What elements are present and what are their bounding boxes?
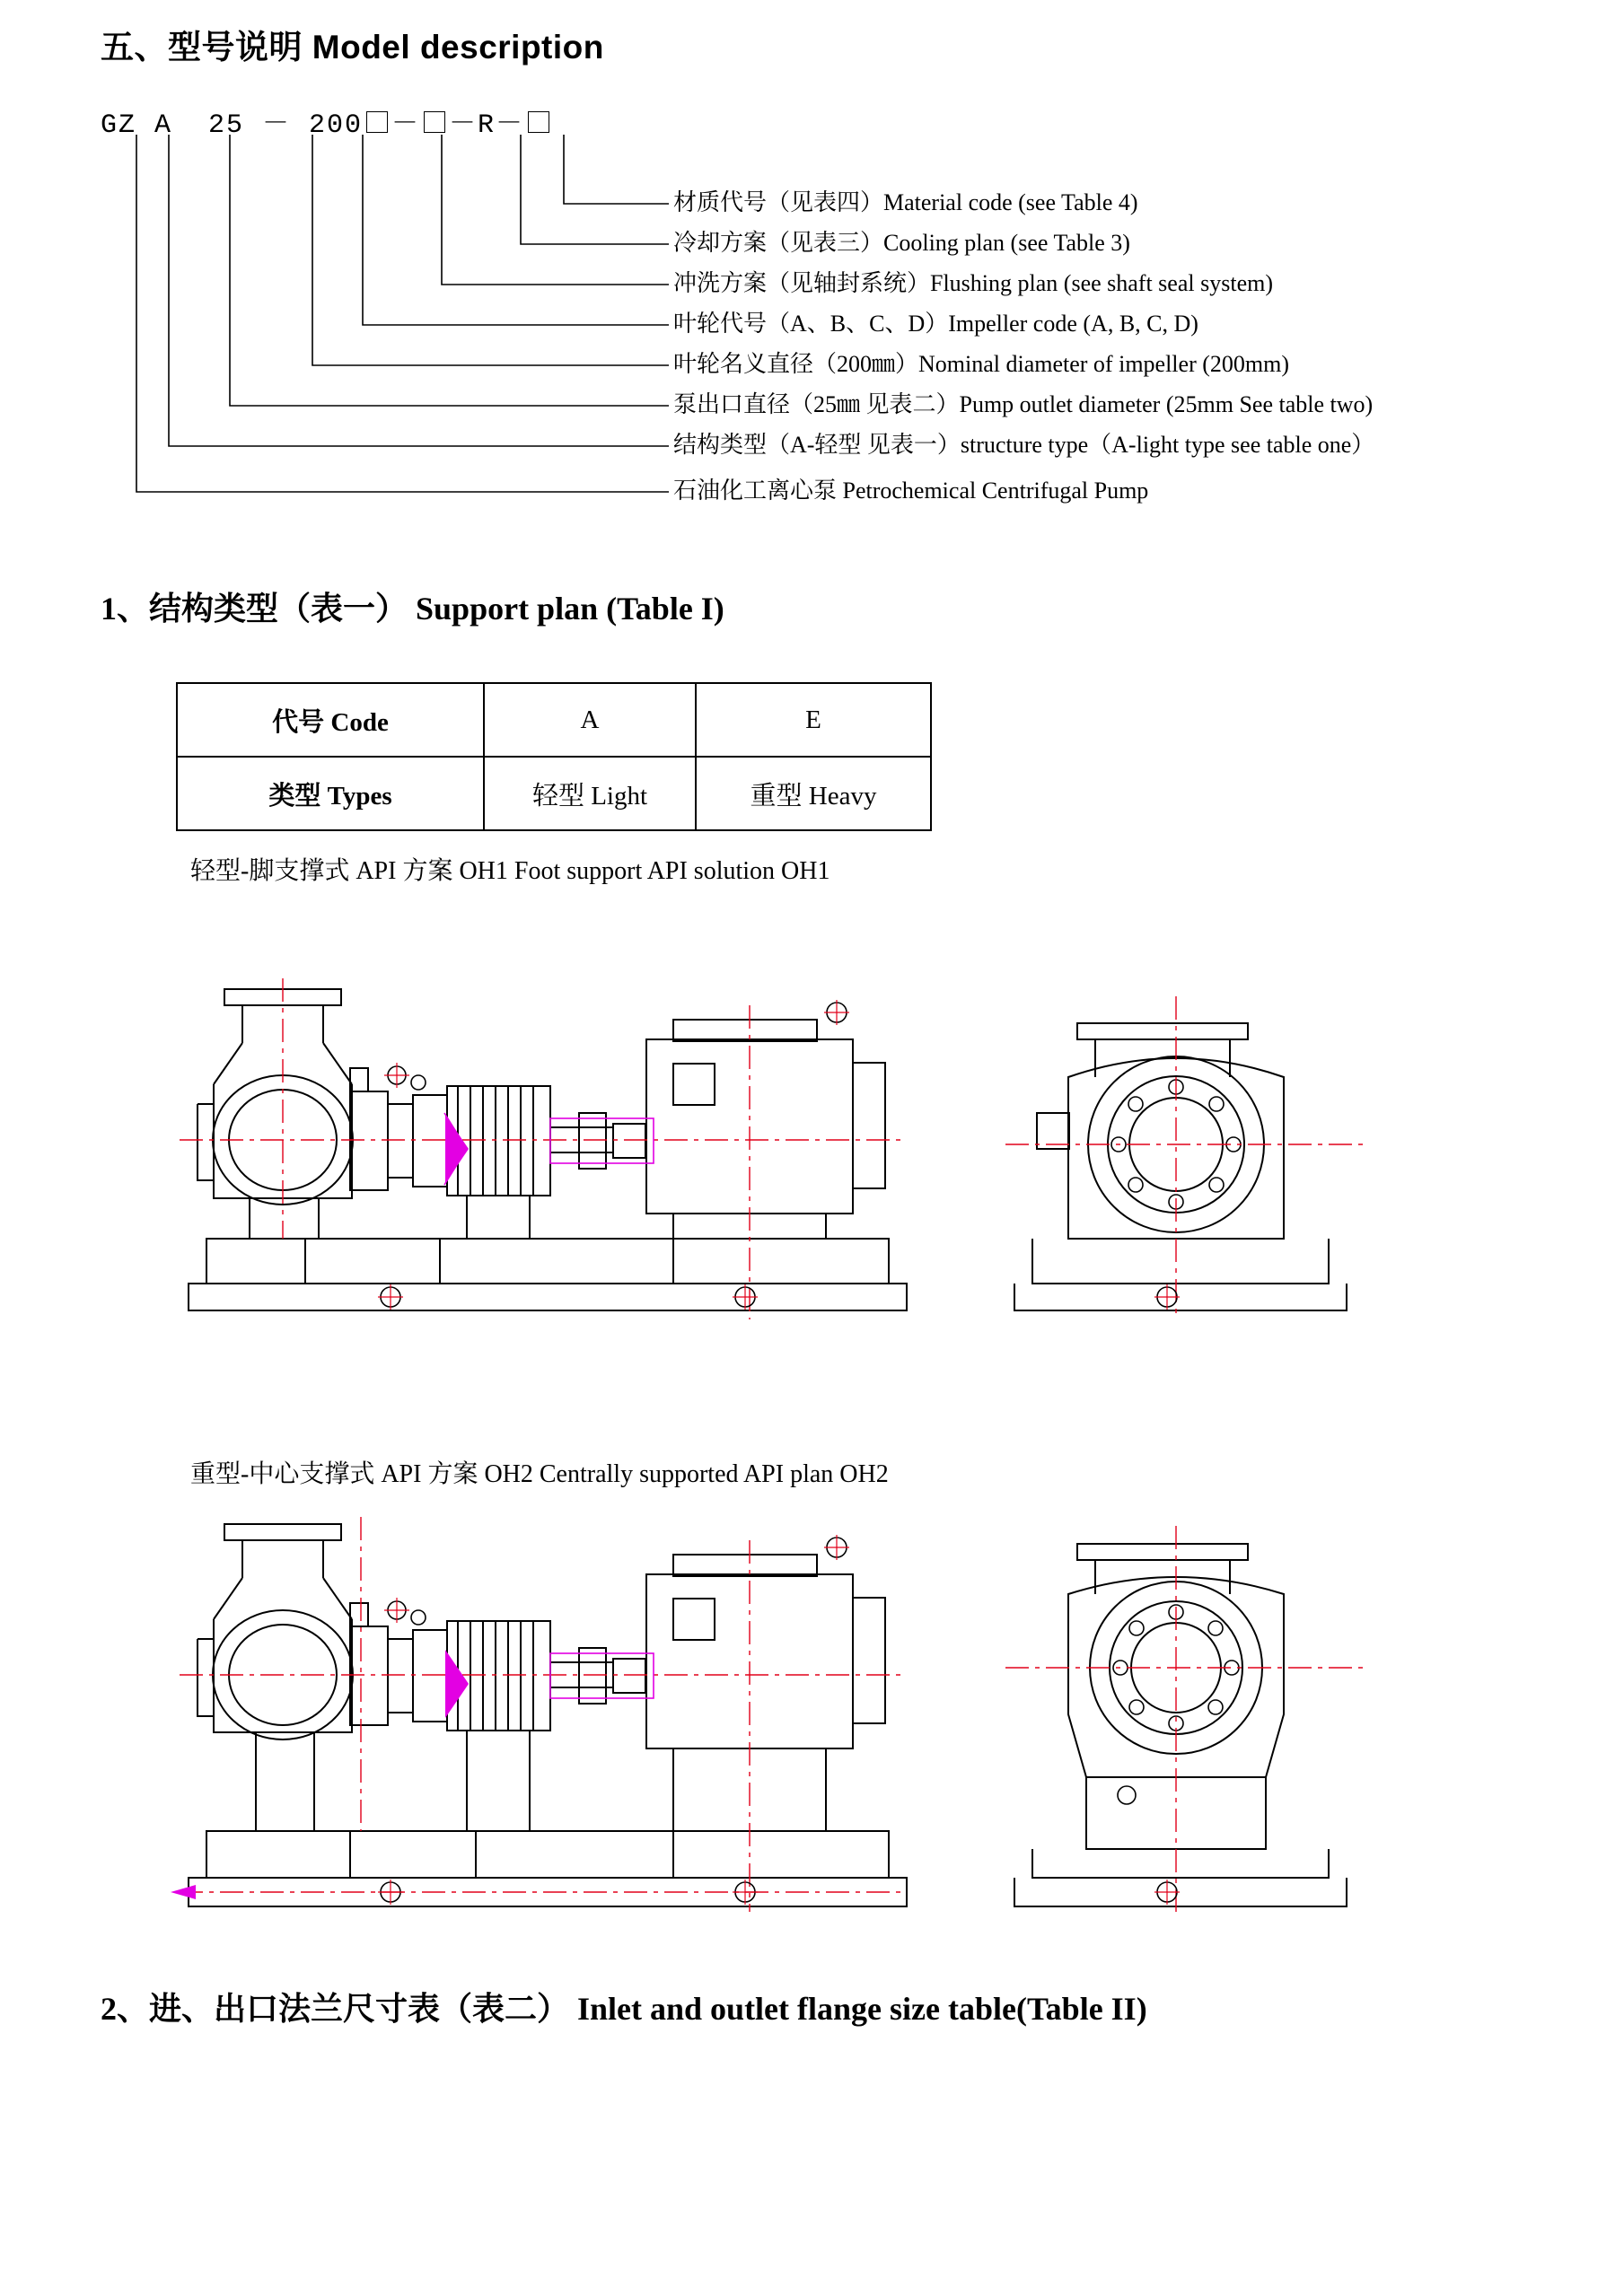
pump-drawing-oh1 — [171, 969, 1445, 1400]
table-row — [177, 683, 931, 757]
model-code-line — [101, 101, 553, 141]
code-box-1 — [366, 111, 388, 133]
legend-pump-family: 石油化工离心泵 Petrochemical Centrifugal Pump — [673, 478, 1149, 504]
legend-structure-type: 结构类型（A-轻型 见表一）structure type（A-light type see table one） — [673, 432, 1375, 458]
support-plan-table — [176, 682, 932, 831]
legend-impeller-code: 叶轮代号（A、B、C、D）Impeller code (A, B, C, D) — [673, 311, 1198, 337]
legend-cooling-plan: 冷却方案（见表三）Cooling plan (see Table 3) — [673, 230, 1130, 256]
code-box-2 — [424, 111, 445, 133]
table-cell-type-light: 轻型 Light — [484, 757, 696, 830]
support-plan-heading: 1、结构类型（表一） Support plan (Table I) — [101, 591, 724, 627]
legend-outlet-diameter: 泵出口直径（25㎜ 见表二）Pump outlet diameter (25mm See table two) — [673, 391, 1374, 417]
flange-table-heading: 2、进、出口法兰尺寸表（表二） Inlet and outlet flange size table(Table II) — [101, 1991, 1147, 2027]
pump-drawing-oh2 — [171, 1508, 1445, 1966]
code-dash-1: － — [391, 110, 421, 141]
caption-oh1: 轻型-脚支撑式 API 方案 OH1 Foot support API solution OH1 — [190, 857, 830, 885]
model-code-text: GZ A 25 － 200 — [101, 110, 364, 141]
page-title: 五、型号说明 Model description — [101, 29, 604, 66]
table-header-types: 类型 Types — [177, 757, 484, 830]
table-cell-type-heavy: 重型 Heavy — [696, 757, 931, 830]
code-dash-2: －R－ — [449, 110, 525, 141]
legend-material-code: 材质代号（见表四）Material code (see Table 4) — [673, 189, 1138, 215]
legend-impeller-diameter: 叶轮名义直径（200㎜）Nominal diameter of impeller (200mm) — [673, 351, 1289, 377]
legend-flushing-plan: 冲洗方案（见轴封系统）Flushing plan (see shaft seal system) — [673, 270, 1273, 296]
table-header-code: 代号 Code — [177, 683, 484, 757]
table-cell-code-a: A — [484, 683, 696, 757]
caption-oh2: 重型-中心支撑式 API 方案 OH2 Centrally supported API plan OH2 — [190, 1460, 889, 1488]
code-box-3 — [528, 111, 549, 133]
table-row — [177, 757, 931, 830]
table-cell-code-e: E — [696, 683, 931, 757]
